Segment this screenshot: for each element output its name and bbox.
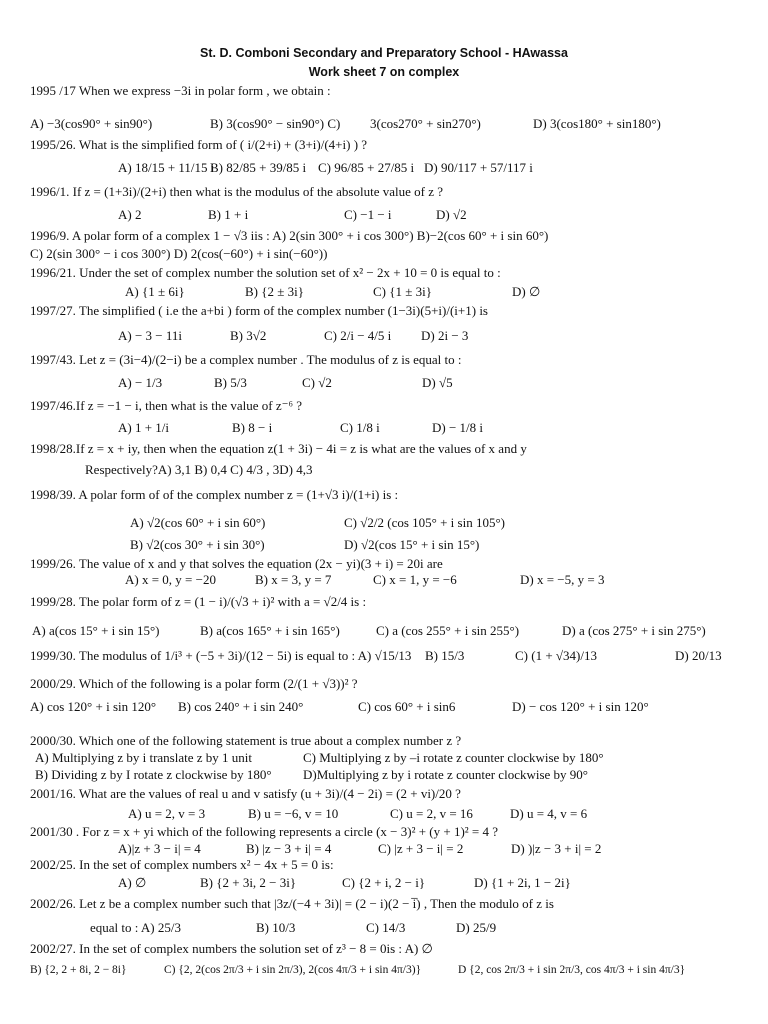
- option: B) 10/3: [256, 920, 296, 935]
- question-stem: 2002/27. In the set of complex numbers the solution set of z³ − 8 = 0is : A) ∅: [30, 941, 433, 956]
- option: A) −3(cos90° + sin90°): [30, 116, 153, 131]
- options-row: [125, 572, 755, 588]
- option: D) {1 + 2i, 1 − 2i}: [474, 875, 571, 890]
- options-row: [130, 537, 755, 553]
- option: D) 3(cos180° + sin180°): [533, 116, 661, 131]
- option: B) {2 ± 3i}: [245, 284, 304, 299]
- school-name: St. D. Comboni Secondary and Preparatory School - HAwassa: [200, 46, 568, 60]
- option: 3(cos270° + sin270°): [370, 116, 481, 131]
- question-stem: 2002/26. Let z be a complex number such that |3z/(−4 + 3i)| = (2 − i)(2 − i̅) , Then the modulo of z is: [30, 896, 554, 911]
- option: B) {2, 2 + 8i, 2 − 8i}: [30, 964, 127, 976]
- options-row: [125, 284, 755, 300]
- option: C) 96/85 + 27/85 i: [318, 160, 415, 175]
- options-row: [30, 962, 760, 978]
- question-stem: 1997/43. Let z = (3i−4)/(2−i) be a complex number . The modulus of z is equal to :: [30, 352, 462, 367]
- option: B) 82/85 + 39/85 i: [210, 160, 307, 175]
- option: A) √2(cos 60° + i sin 60°): [130, 515, 266, 530]
- question-stem: 1999/30. The modulus of 1/i³ + (−5 + 3i)/(12 − 5i) is equal to : A) √15/13: [30, 648, 412, 663]
- option: A) − 3 − 11i: [118, 328, 183, 343]
- options-row: [118, 841, 758, 857]
- option: B) 5/3: [214, 375, 247, 390]
- options-row: [118, 160, 758, 176]
- option: B) u = −6, v = 10: [248, 806, 339, 821]
- question-stem: 1998/28.If z = x + iy, then when the equation z(1 + 3i) − 4i = z is what are the values of x and y: [30, 441, 527, 456]
- question-stem-continued: C) 2(sin 300° − i cos 300°) D) 2(cos(−60°) + i sin(−60°)): [30, 246, 328, 261]
- question-stem: 1995 /17 When we express −3i in polar form , we obtain :: [30, 83, 331, 98]
- option: D {2, cos 2π/3 + i sin 2π/3, cos 4π/3 + i sin 4π/3}: [458, 964, 686, 976]
- options-row: [30, 116, 750, 132]
- option: D) 25/9: [456, 920, 497, 935]
- option: C) 2/i − 4/5 i: [324, 328, 392, 343]
- options-row: [118, 375, 758, 391]
- question-stem: 2000/29. Which of the following is a polar form (2/(1 + √3))² ?: [30, 676, 358, 691]
- option: B) 3√2: [230, 328, 267, 343]
- question-stem: 2001/30 . For z = x + yi which of the following represents a circle (x − 3)² + (y + 1)² = 4 ?: [30, 824, 499, 839]
- option: A) 1 + 1/i: [118, 420, 170, 435]
- options-row: [425, 648, 755, 664]
- worksheet-title: Work sheet 7 on complex: [308, 65, 460, 79]
- option: C) {2 + i, 2 − i}: [342, 875, 426, 890]
- option: A) 18/15 + 11/15 i: [118, 160, 215, 175]
- option: C) Multiplying z by –i rotate z counter clockwise by 180°: [303, 750, 604, 765]
- option: B) {2 + 3i, 2 − 3i}: [200, 875, 297, 890]
- option: B) cos 240° + i sin 240°: [178, 699, 304, 714]
- option: B) a(cos 165° + i sin 165°): [200, 623, 340, 638]
- options-row: [35, 767, 760, 783]
- option: D) )|z − 3 + i| = 2: [511, 841, 602, 856]
- option: C) √2: [302, 375, 332, 390]
- options-row: [256, 920, 756, 936]
- option: D) √2(cos 15° + i sin 15°): [344, 537, 480, 552]
- question-stem-continued: Respectively?A) 3,1 B) 0,4 C) 4/3 , 3D) 4,3: [85, 462, 313, 477]
- option: D) ∅: [512, 284, 541, 299]
- option: B) Dividing z by I rotate z clockwise by 180°: [35, 767, 272, 782]
- options-row: [130, 515, 755, 531]
- question-stem: 1997/46.If z = −1 − i, then what is the value of z⁻⁶ ?: [30, 398, 303, 413]
- option: B) √2(cos 30° + i sin 30°): [130, 537, 265, 552]
- options-row: [118, 328, 758, 344]
- option: D) √5: [422, 375, 453, 390]
- question-stem: 1996/9. A polar form of a complex 1 − √3 iis : A) 2(sin 300° + i cos 300°) B)−2(cos 60° + i sin 60°): [30, 228, 549, 243]
- option: D) 90/117 + 57/117 i: [424, 160, 533, 175]
- option: A) Multiplying z by i translate z by 1 unit: [35, 750, 252, 765]
- option: C) x = 1, y = −6: [373, 572, 457, 587]
- question-stem-continued: equal to : A) 25/3: [90, 920, 181, 935]
- option: D) a (cos 275° + i sin 275°): [562, 623, 706, 638]
- option: D) 20/13: [675, 648, 722, 663]
- options-row: [32, 623, 762, 639]
- option: A) u = 2, v = 3: [128, 806, 206, 821]
- options-row: [128, 806, 758, 822]
- option: C) u = 2, v = 16: [390, 806, 473, 821]
- question-stem: 2000/30. Which one of the following statement is true about a complex number z ?: [30, 733, 462, 748]
- option: D) − cos 120° + i sin 120°: [512, 699, 649, 714]
- question-stem: 1998/39. A polar form of of the complex number z = (1+√3 i)/(1+i) is :: [30, 487, 399, 502]
- option: A) a(cos 15° + i sin 15°): [32, 623, 160, 638]
- question-stem: 1997/27. The simplified ( i.e the a+bi ) form of the complex number (1−3i)(5+i)/(i+1) is: [30, 303, 488, 318]
- options-row: [118, 875, 758, 891]
- question-stem: 1996/1. If z = (1+3i)/(2+i) then what is the modulus of the absolute value of z ?: [30, 184, 443, 199]
- question-stem: 1999/26. The value of x and y that solves the equation (2x − yi)(3 + i) = 20i are: [30, 556, 443, 571]
- option: C) 14/3: [366, 920, 406, 935]
- options-row: [35, 750, 760, 766]
- option: B) 1 + i: [208, 207, 249, 222]
- option: C) 1/8 i: [340, 420, 380, 435]
- option: C) −1 − i: [344, 207, 392, 222]
- option: D) x = −5, y = 3: [520, 572, 605, 587]
- option: A) 2: [118, 207, 142, 222]
- option: A) − 1/3: [118, 375, 163, 390]
- options-row: [118, 207, 758, 223]
- option: D) 2i − 3: [421, 328, 469, 343]
- option: C) a (cos 255° + i sin 255°): [376, 623, 520, 638]
- option: C) (1 + √34)/13: [515, 648, 597, 663]
- question-stem: 2002/25. In the set of complex numbers x² − 4x + 5 = 0 is:: [30, 857, 334, 872]
- option: C) |z + 3 − i| = 2: [378, 841, 464, 856]
- question-stem: 1999/28. The polar form of z = (1 − i)/(√3 + i)² with a = √2/4 is :: [30, 594, 367, 609]
- option: C) {2, 2(cos 2π/3 + i sin 2π/3), 2(cos 4π/3 + i sin 4π/3)}: [164, 964, 422, 976]
- option: A) cos 120° + i sin 120°: [30, 699, 157, 714]
- question-stem: 2001/16. What are the values of real u and v satisfy (u + 3i)/(4 − 2i) = (2 + vi)/20 ?: [30, 786, 461, 801]
- option: B) 8 − i: [232, 420, 273, 435]
- option: B) x = 3, y = 7: [255, 572, 332, 587]
- option: D)Multiplying z by i rotate z counter clockwise by 90°: [303, 767, 588, 782]
- option: A) x = 0, y = −20: [125, 572, 216, 587]
- option: A)|z + 3 − i| = 4: [118, 841, 201, 856]
- option: A) ∅: [118, 875, 147, 890]
- option: C) √2/2 (cos 105° + i sin 105°): [344, 515, 505, 530]
- option: B) 15/3: [425, 648, 465, 663]
- options-row: [30, 699, 760, 715]
- option: B) |z − 3 + i| = 4: [246, 841, 332, 856]
- question-stem: 1995/26. What is the simplified form of ( i/(2+i) + (3+i)/(4+i) ) ?: [30, 137, 368, 152]
- option: D) − 1/8 i: [432, 420, 484, 435]
- option: D) √2: [436, 207, 467, 222]
- options-row: [118, 420, 758, 436]
- option: C) {1 ± 3i}: [373, 284, 432, 299]
- option: B) 3(cos90° − sin90°) C): [210, 116, 341, 131]
- option: A) {1 ± 6i}: [125, 284, 185, 299]
- option: C) cos 60° + i sin6: [358, 699, 456, 714]
- question-stem: 1996/21. Under the set of complex number the solution set of x² − 2x + 10 = 0 is equal to :: [30, 265, 501, 280]
- option: D) u = 4, v = 6: [510, 806, 588, 821]
